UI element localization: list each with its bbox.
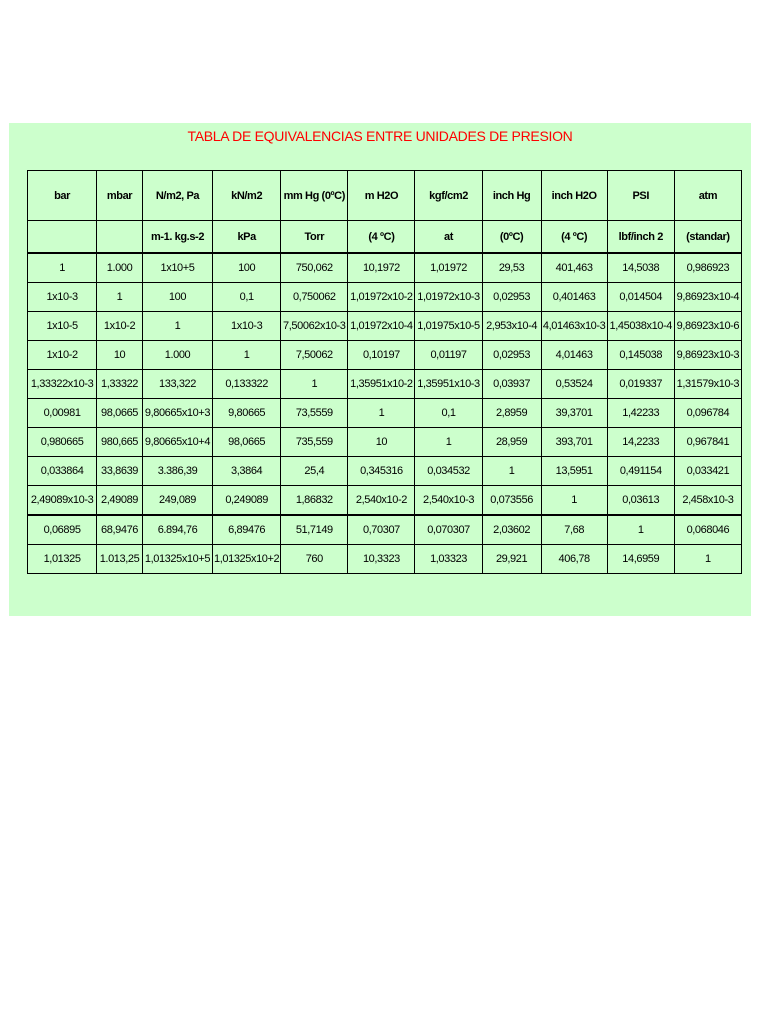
table-row bbox=[28, 253, 742, 283]
table-cell: 13,5951 bbox=[541, 457, 607, 486]
pressure-equivalence-table bbox=[27, 170, 742, 574]
table-cell: 1x10-2 bbox=[28, 341, 97, 370]
table-cell: 0,10197 bbox=[348, 341, 415, 370]
table-cell: 0,03937 bbox=[482, 370, 541, 399]
table-cell: 2,49089 bbox=[97, 486, 143, 516]
table-cell: 1,35951x10-2 bbox=[348, 370, 415, 399]
table-cell: 0,02953 bbox=[482, 283, 541, 312]
table-cell: 1,35951x10-3 bbox=[415, 370, 482, 399]
column-header: bar bbox=[28, 171, 97, 221]
table-cell: 1,42233 bbox=[607, 399, 674, 428]
table-cell: 0,1 bbox=[415, 399, 482, 428]
table-cell: 7,68 bbox=[541, 515, 607, 545]
table-body bbox=[28, 253, 742, 574]
table-cell: 2,540x10-3 bbox=[415, 486, 482, 516]
table-cell: 1,01972x10-2 bbox=[348, 283, 415, 312]
column-header: inch Hg bbox=[482, 171, 541, 221]
column-subheader: (4 ºC) bbox=[541, 221, 607, 254]
table-cell: 10,3323 bbox=[348, 545, 415, 574]
table-cell: 1,03323 bbox=[415, 545, 482, 574]
table-cell: 0,53524 bbox=[541, 370, 607, 399]
table-row bbox=[28, 399, 742, 428]
table-cell: 1,01325x10+5 bbox=[142, 545, 212, 574]
column-header: PSI bbox=[607, 171, 674, 221]
table-cell: 1,01325x10+2 bbox=[213, 545, 281, 574]
table-cell: 1 bbox=[348, 399, 415, 428]
table-cell: 4,01463 bbox=[541, 341, 607, 370]
table-cell: 1,86832 bbox=[281, 486, 348, 516]
table-cell: 6.894,76 bbox=[142, 515, 212, 545]
column-subheader: lbf/inch 2 bbox=[607, 221, 674, 254]
table-cell: 73,5559 bbox=[281, 399, 348, 428]
table-cell: 10 bbox=[97, 341, 143, 370]
table-cell: 1.013,25 bbox=[97, 545, 143, 574]
column-header: m H2O bbox=[348, 171, 415, 221]
table-cell: 9,80665x10+4 bbox=[142, 428, 212, 457]
table-cell: 10 bbox=[348, 428, 415, 457]
table-cell: 1 bbox=[674, 545, 741, 574]
table-cell: 4,01463x10-3 bbox=[541, 312, 607, 341]
table-cell: 1x10+5 bbox=[142, 253, 212, 283]
table-cell: 2,953x10-4 bbox=[482, 312, 541, 341]
table-cell: 1.000 bbox=[97, 253, 143, 283]
column-header: kgf/cm2 bbox=[415, 171, 482, 221]
table-cell: 25,4 bbox=[281, 457, 348, 486]
table-cell: 1 bbox=[541, 486, 607, 516]
table-cell: 0,01197 bbox=[415, 341, 482, 370]
table-cell: 1.000 bbox=[142, 341, 212, 370]
table-cell: 980,665 bbox=[97, 428, 143, 457]
table-cell: 0,033421 bbox=[674, 457, 741, 486]
column-header: kN/m2 bbox=[213, 171, 281, 221]
table-cell: 1x10-2 bbox=[97, 312, 143, 341]
table-cell: 760 bbox=[281, 545, 348, 574]
table-cell: 1 bbox=[213, 341, 281, 370]
table-cell: 100 bbox=[213, 253, 281, 283]
table-cell: 735,559 bbox=[281, 428, 348, 457]
table-cell: 14,6959 bbox=[607, 545, 674, 574]
table-cell: 1,01325 bbox=[28, 545, 97, 574]
table-cell: 9,86923x10-3 bbox=[674, 341, 741, 370]
table-cell: 0,249089 bbox=[213, 486, 281, 516]
table-cell: 750,062 bbox=[281, 253, 348, 283]
table-cell: 406,78 bbox=[541, 545, 607, 574]
column-header: atm bbox=[674, 171, 741, 221]
table-cell: 0,401463 bbox=[541, 283, 607, 312]
table-cell: 0,986923 bbox=[674, 253, 741, 283]
table-cell: 1,01975x10-5 bbox=[415, 312, 482, 341]
table-row bbox=[28, 341, 742, 370]
table-cell: 1 bbox=[28, 253, 97, 283]
table-cell: 1,33322x10-3 bbox=[28, 370, 97, 399]
table-cell: 10,1972 bbox=[348, 253, 415, 283]
table-cell: 0,014504 bbox=[607, 283, 674, 312]
table-row bbox=[28, 486, 742, 516]
table-cell: 0,03613 bbox=[607, 486, 674, 516]
table-cell: 401,463 bbox=[541, 253, 607, 283]
table-cell: 1,01972 bbox=[415, 253, 482, 283]
table-cell: 393,701 bbox=[541, 428, 607, 457]
table-cell: 1 bbox=[97, 283, 143, 312]
column-header: mm Hg (0ºC) bbox=[281, 171, 348, 221]
table-title: TABLA DE EQUIVALENCIAS ENTRE UNIDADES DE PRESION bbox=[187, 128, 573, 144]
table-cell: 9,80665x10+3 bbox=[142, 399, 212, 428]
table-cell: 0,070307 bbox=[415, 515, 482, 545]
table-cell: 0,073556 bbox=[482, 486, 541, 516]
table-cell: 0,00981 bbox=[28, 399, 97, 428]
table-row bbox=[28, 545, 742, 574]
header-row bbox=[28, 171, 742, 221]
table-cell: 1x10-3 bbox=[28, 283, 97, 312]
table-cell: 0,034532 bbox=[415, 457, 482, 486]
table-cell: 100 bbox=[142, 283, 212, 312]
table-cell: 29,921 bbox=[482, 545, 541, 574]
table-cell: 0,133322 bbox=[213, 370, 281, 399]
table-cell: 2,03602 bbox=[482, 515, 541, 545]
table-row bbox=[28, 515, 742, 545]
column-subheader: Torr bbox=[281, 221, 348, 254]
subheader-row bbox=[28, 221, 742, 254]
column-header: mbar bbox=[97, 171, 143, 221]
table-cell: 14,2233 bbox=[607, 428, 674, 457]
table-cell: 0,019337 bbox=[607, 370, 674, 399]
table-cell: 68,9476 bbox=[97, 515, 143, 545]
table-cell: 0,1 bbox=[213, 283, 281, 312]
column-subheader: (standar) bbox=[674, 221, 741, 254]
column-header: inch H2O bbox=[541, 171, 607, 221]
table-cell: 98,0665 bbox=[213, 428, 281, 457]
column-subheader: (0ºC) bbox=[482, 221, 541, 254]
table-cell: 1,31579x10-3 bbox=[674, 370, 741, 399]
table-cell: 3.386,39 bbox=[142, 457, 212, 486]
table-row bbox=[28, 457, 742, 486]
table-cell: 1,45038x10-4 bbox=[607, 312, 674, 341]
table-cell: 1x10-5 bbox=[28, 312, 97, 341]
table-cell: 1,33322 bbox=[97, 370, 143, 399]
table-cell: 3,3864 bbox=[213, 457, 281, 486]
column-subheader bbox=[97, 221, 143, 254]
table-cell: 0,096784 bbox=[674, 399, 741, 428]
table-cell: 2,458x10-3 bbox=[674, 486, 741, 516]
table-cell: 28,959 bbox=[482, 428, 541, 457]
table-row bbox=[28, 312, 742, 341]
table-cell: 1 bbox=[607, 515, 674, 545]
table-cell: 1,01972x10-3 bbox=[415, 283, 482, 312]
table-cell: 1 bbox=[281, 370, 348, 399]
table-cell: 0,70307 bbox=[348, 515, 415, 545]
table-cell: 0,491154 bbox=[607, 457, 674, 486]
table-cell: 9,86923x10-6 bbox=[674, 312, 741, 341]
table-cell: 9,86923x10-4 bbox=[674, 283, 741, 312]
table-cell: 6,89476 bbox=[213, 515, 281, 545]
column-header: N/m2, Pa bbox=[142, 171, 212, 221]
table-cell: 1 bbox=[482, 457, 541, 486]
table-cell: 0,980665 bbox=[28, 428, 97, 457]
table-cell: 98,0665 bbox=[97, 399, 143, 428]
table-cell: 0,02953 bbox=[482, 341, 541, 370]
table-cell: 1 bbox=[142, 312, 212, 341]
table-cell: 0,750062 bbox=[281, 283, 348, 312]
column-subheader bbox=[28, 221, 97, 254]
table-cell: 0,06895 bbox=[28, 515, 97, 545]
table-cell: 2,8959 bbox=[482, 399, 541, 428]
table-cell: 0,033864 bbox=[28, 457, 97, 486]
table-cell: 51,7149 bbox=[281, 515, 348, 545]
table-cell: 1x10-3 bbox=[213, 312, 281, 341]
table-cell: 2,49089x10-3 bbox=[28, 486, 97, 516]
column-subheader: kPa bbox=[213, 221, 281, 254]
table-cell: 0,967841 bbox=[674, 428, 741, 457]
table-cell: 1 bbox=[415, 428, 482, 457]
table-cell: 0,068046 bbox=[674, 515, 741, 545]
table-cell: 7,50062x10-3 bbox=[281, 312, 348, 341]
table-cell: 0,145038 bbox=[607, 341, 674, 370]
column-subheader: (4 ºC) bbox=[348, 221, 415, 254]
table-cell: 9,80665 bbox=[213, 399, 281, 428]
table-cell: 29,53 bbox=[482, 253, 541, 283]
table-cell: 33,8639 bbox=[97, 457, 143, 486]
table-cell: 1,01972x10-4 bbox=[348, 312, 415, 341]
table-row bbox=[28, 428, 742, 457]
conversion-panel bbox=[9, 123, 751, 616]
column-subheader: at bbox=[415, 221, 482, 254]
table-row bbox=[28, 283, 742, 312]
table-cell: 7,50062 bbox=[281, 341, 348, 370]
table-cell: 39,3701 bbox=[541, 399, 607, 428]
column-subheader: m-1. kg.s-2 bbox=[142, 221, 212, 254]
table-cell: 14,5038 bbox=[607, 253, 674, 283]
table-cell: 249,089 bbox=[142, 486, 212, 516]
table-cell: 133,322 bbox=[142, 370, 212, 399]
table-row bbox=[28, 370, 742, 399]
table-cell: 0,345316 bbox=[348, 457, 415, 486]
table-cell: 2,540x10-2 bbox=[348, 486, 415, 516]
